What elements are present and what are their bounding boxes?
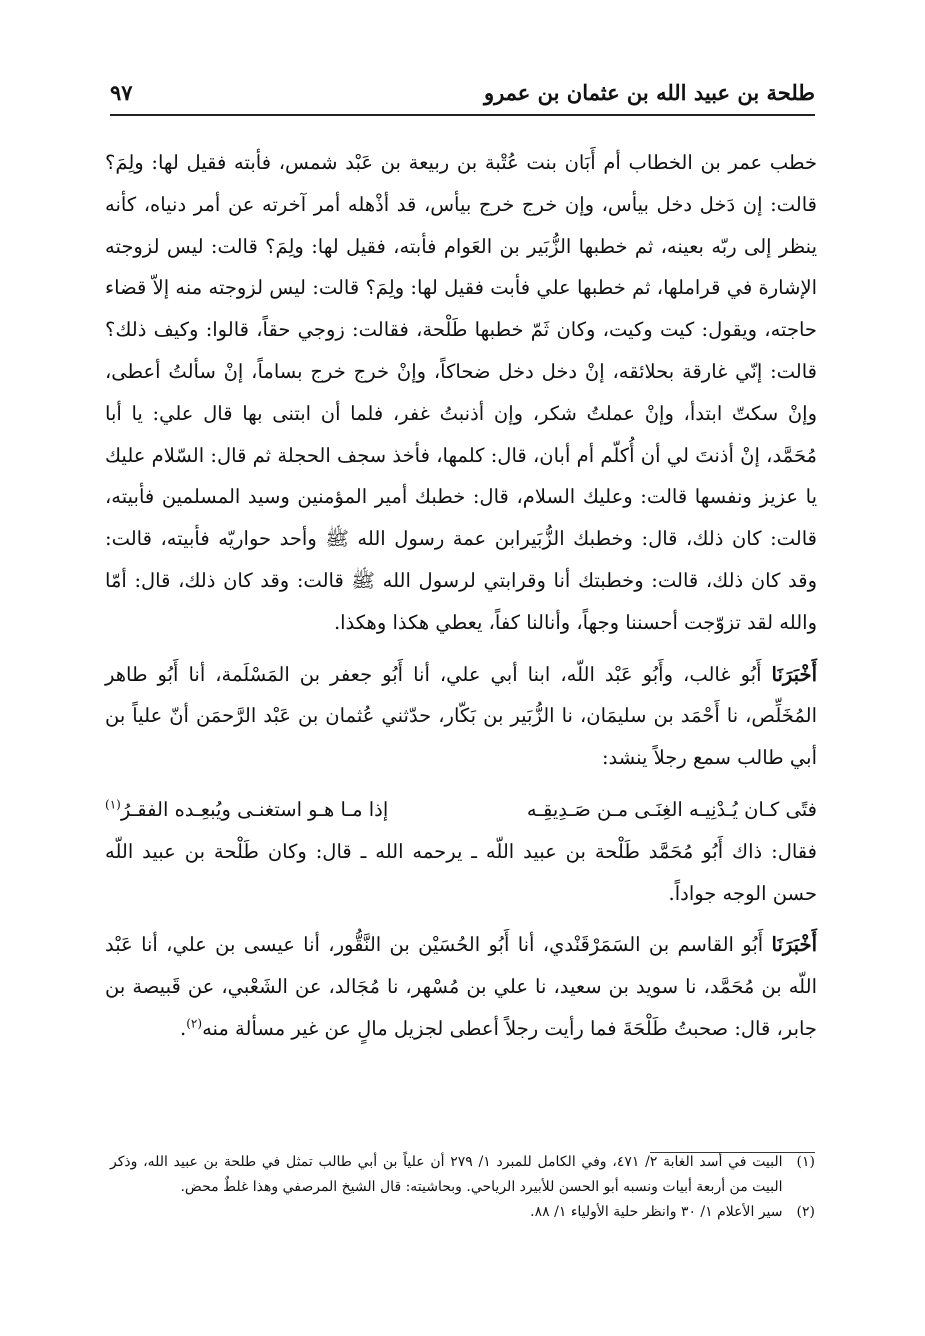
- footnote-text: البيت في أسد الغابة ٢/ ٤٧١، وفي الكامل للمبرد ١/ ٢٧٩ أن علياً بن أبي طالب تمثل في طلحة بن عبيد الله، وذكر البيت من أربعة أبيات ونسبه أبو الحسن للأبيرد الرياحي. وبحاشيته: قال الشيخ المرصفي وهذا غلطٌ محض.: [110, 1154, 783, 1195]
- poetry-verse: [105, 789, 817, 831]
- footnotes: [110, 1150, 815, 1225]
- main-text: [105, 142, 817, 1050]
- running-header: [110, 70, 815, 116]
- footnote: [110, 1200, 815, 1225]
- verse-first-hemistich: فتًى كـان يُـدْنِيـه الغِنَـى مـن صَـدِيقِـه: [526, 797, 817, 821]
- paragraph-lead: أَخْبَرَنَا: [771, 662, 817, 686]
- verse-second-hemistich: [105, 789, 388, 831]
- footnote-number: (١): [796, 1154, 815, 1170]
- paragraph: فقال: ذاك أَبُو مُحَمَّد طَلْحة بن عبيد اللّه ـ يرحمه الله ـ قال: وكان طَلْحة بن عبيد اللّه حسن الوجه جواداً.: [105, 839, 817, 905]
- footnote-ref: (٢): [186, 1016, 203, 1031]
- paragraph-text: أَبُو القاسم بن السَمَرْقَنْدي، أنا أَبُو الحُسَيْن بن النَّقُّور، أنا عيسى بن علي، أنا عَبْد اللّه بن مُحَمَّد، نا سويد بن سعيد، نا علي بن مُسْهر، نا مُجَالد، عن الشَعْبي، عن قَبيصة بن جابر، قال: صحبتُ طَلْحَةَ فما رأيت رجلاً أعطى لجزيل مالٍ عن غير مسألة منه: [105, 933, 817, 1040]
- page-number: ٩٧: [110, 79, 133, 105]
- footnote-text: سير الأعلام ١/ ٣٠ وانظر حلية الأولياء ١/ ٨٨.: [530, 1204, 783, 1220]
- paragraph-text: أَبُو غالب، وأَبُو عَبْد اللّه، ابنا أبي علي، أنا أَبُو جعفر بن المَسْلَمة، أنا أَبُو طاهر المُخَلِّص، نا أَحْمَد بن سليمَان، نا الزُّبَير بن بَكّار، حدّثني عُثمان بن عَبْد الرَّحمَن أنّ علياً بن أبي طالب سمع رجلاً ينشد:: [105, 662, 817, 770]
- verse-text: إذا مـا هـو استغنـى ويُبعِـده الفقـرُ: [120, 797, 389, 821]
- paragraph: خطب عمر بن الخطاب أم أَبَان بنت عُتْبة بن ربيعة بن عَبْد شمس، فأبته فقيل لها: ولِمَ؟ قالت: إن دَخل دخل بيأس، وإن خرج خرج بيأس، قد أذْهله أمر آخرته عن أمر دنياه، كأنه ينظر إلى ربّه بعينه، ثم خطبها الزُّبَير بن العَوام فأبته، فقيل لها: ولِمَ؟ قالت: ليس لزوجته الإشارة في قراملها، ثم خطبها علي فأبت فقيل لها: ولِمَ؟ قالت: ليس لزوجته منه إلاّ قضاء حاجته، ويقول: كيت وكيت، وكان ثَمّ خطبها طَلْحة، فقالت: زوجي حقاً، قالوا: وكيف ذلك؟ قالت: إنّي غارقة بحلائقه، إنْ دخل دخل ضحاكاً، وإنْ خرج خرج بساماً، إنْ سألتُ أعطى، وإنْ سكتّ ابتدأ، وإنْ عملتُ شكر، وإن أذنبتُ غفر، فلما أن ابتنى بها قال علي: يا أبا مُحَمَّد، إنْ أذنتَ لي أن أُكلّم أم أبان، قال: كلمها، فأخذ سجف الحجلة ثم قال: السّلام عليك يا عزيز ونفسها قالت: وعليك السلام، قال: خطبك أمير المؤمنين وسيد المسلمين فأبيته، قالت: كان ذلك، قال: وخطبك الزُّبَيرابن عمة رسول الله ﷺ وأحد حواريّه فأبيته، قالت: وقد كان ذلك، قالت: وخطبتك أنا وقرابتي لرسول الله ﷺ قالت: وقد كان ذلك، قال: أمّا والله لقد تزوّجت أحسننا وجهاً، وأنالنا كفاً، يعطي هكذا وهكذا.: [105, 151, 817, 634]
- footnote: [110, 1150, 815, 1200]
- paragraph: [105, 924, 817, 1049]
- footnote-ref: (١): [105, 797, 121, 812]
- paragraph: [105, 654, 817, 779]
- paragraph-end: .: [180, 1016, 187, 1040]
- paragraph-lead: أَخْبَرَنَا: [771, 933, 817, 957]
- header-title: طلحة بن عبيد الله بن عثمان بن عمرو: [483, 79, 815, 105]
- footnote-number: (٢): [796, 1204, 815, 1220]
